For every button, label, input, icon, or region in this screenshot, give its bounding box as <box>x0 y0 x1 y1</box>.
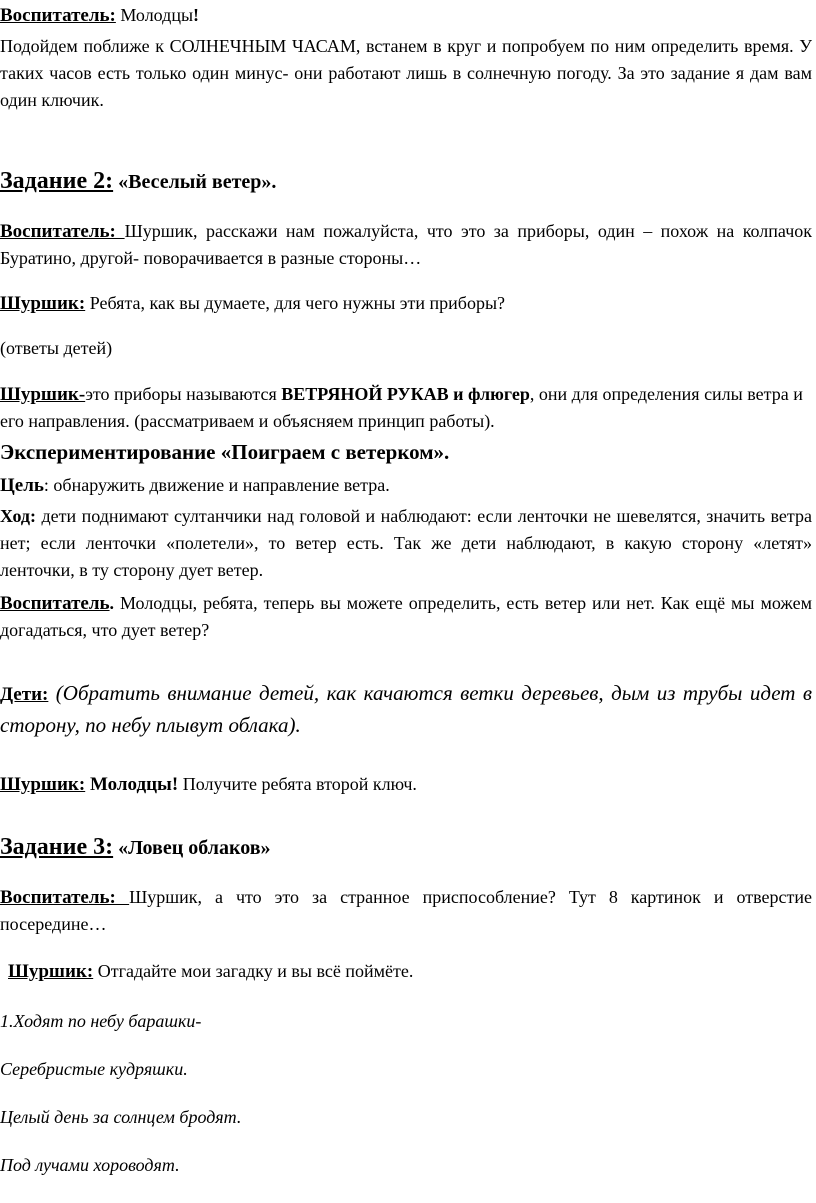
course-label: Ход: <box>0 506 37 526</box>
devices-text-1: это приборы называются <box>85 384 282 404</box>
speaker-educator: Воспитатель: <box>0 221 125 242</box>
riddle-line-1: 1.Ходят по небу барашки- <box>0 1011 202 1031</box>
speaker-shurshik: Шуршик: <box>8 961 94 982</box>
speaker-shurshik: Шуршик: <box>0 293 86 314</box>
goal-text: : обнаружить движение и направление ветра. <box>43 475 390 495</box>
educator-praise-text: Молодцы, ребята, теперь вы можете определить, есть ветер или нет. Как ещё мы можем догадаться, что дует ветер? <box>0 593 812 640</box>
speaker-educator: Воспитатель: <box>0 5 116 26</box>
children-text: (Обратить внимание детей, как качаются ветки деревьев, дым из трубы идет в сторону, по небу плывут облака). <box>0 681 812 737</box>
experiment-heading <box>0 439 812 466</box>
paragraph-course <box>0 503 812 584</box>
speaker-educator: Воспитатель: <box>0 887 130 908</box>
paragraph-devices-explained <box>0 381 812 435</box>
speaker-children: Дети: <box>0 684 49 705</box>
paragraph-shurshik-question <box>0 290 812 317</box>
second-key-text: Получите ребята второй ключ. <box>178 774 417 794</box>
paragraph-sundial <box>0 33 812 114</box>
task-2-heading <box>0 168 812 196</box>
paragraph-riddle-intro <box>8 958 816 985</box>
paragraph-children <box>0 678 812 741</box>
praise-text: Молодцы <box>115 5 194 25</box>
riddle-line-2: Серебристые кудряшки. <box>0 1059 188 1079</box>
paragraph-device-question <box>0 884 812 938</box>
riddle-intro-text: Отгадайте мои загадку и вы всё поймёте. <box>93 961 414 981</box>
goal-label: Цель <box>0 475 44 496</box>
children-answers-text: (ответы детей) <box>0 338 113 358</box>
paragraph-praise <box>0 2 812 29</box>
devices-question-text: Шуршик, расскажи нам пожалуйста, что это за приборы, один – похож на колпачок Буратино, другой- поворачивается в разные стороны… <box>0 221 812 268</box>
task-2-title: «Веселый ветер». <box>113 171 277 193</box>
device-question-text: Шуршик, а что это за странное приспособление? Тут 8 картинок и отверстие посередине… <box>0 887 813 934</box>
riddle-line-4: Под лучами хороводят. <box>0 1155 180 1175</box>
speaker-shurshik: Шуршик- <box>0 384 86 405</box>
wind-sleeve-term: ВЕТРЯНОЙ РУКАВ <box>281 384 449 404</box>
task-3-heading <box>0 834 812 862</box>
experiment-title: Экспериментирование «Поиграем с ветерком». <box>0 440 450 464</box>
devices-text-2: , они для определения силы ветра и его направления. (рассматриваем и объясняем принцип работы). <box>0 384 803 431</box>
speaker-shurshik: Шуршик: <box>0 774 86 795</box>
task-3-title: «Ловец облаков» <box>113 837 271 859</box>
paragraph-children-answers <box>0 335 812 362</box>
paragraph-second-key <box>0 771 812 798</box>
shurshik-question-text: Ребята, как вы думаете, для чего нужны эти приборы? <box>85 293 506 313</box>
well-done-text: Молодцы! <box>85 774 179 795</box>
paragraph-goal <box>0 472 812 499</box>
riddle-line-3: Целый день за солнцем бродят. <box>0 1107 242 1127</box>
paragraph-devices-question <box>0 218 812 272</box>
speaker-educator: Воспитатель <box>0 593 110 614</box>
task-2-label: Задание 2: <box>0 168 114 194</box>
task-3-label: Задание 3: <box>0 834 114 860</box>
educator-dot: . <box>109 593 115 613</box>
course-text: дети поднимают султанчики над головой и наблюдают: если ленточки не шевелятся, значить ветра нет; если ленточки «полетели», то ветер есть. Так же дети наблюдают, в какую сторону «летят» ленточки, в ту сторону дует ветер. <box>0 506 812 580</box>
weather-vane-term: и флюгер <box>448 384 530 404</box>
sundial-text: Подойдем поближе к СОЛНЕЧНЫМ ЧАСАМ, встанем в круг и попробуем по ним определить время. У таких часов есть только один минус- они работают лишь в солнечную погоду. За это задание я дам вам один ключик. <box>0 36 812 110</box>
paragraph-educator-praise <box>0 590 812 644</box>
praise-exclamation: ! <box>193 5 200 25</box>
